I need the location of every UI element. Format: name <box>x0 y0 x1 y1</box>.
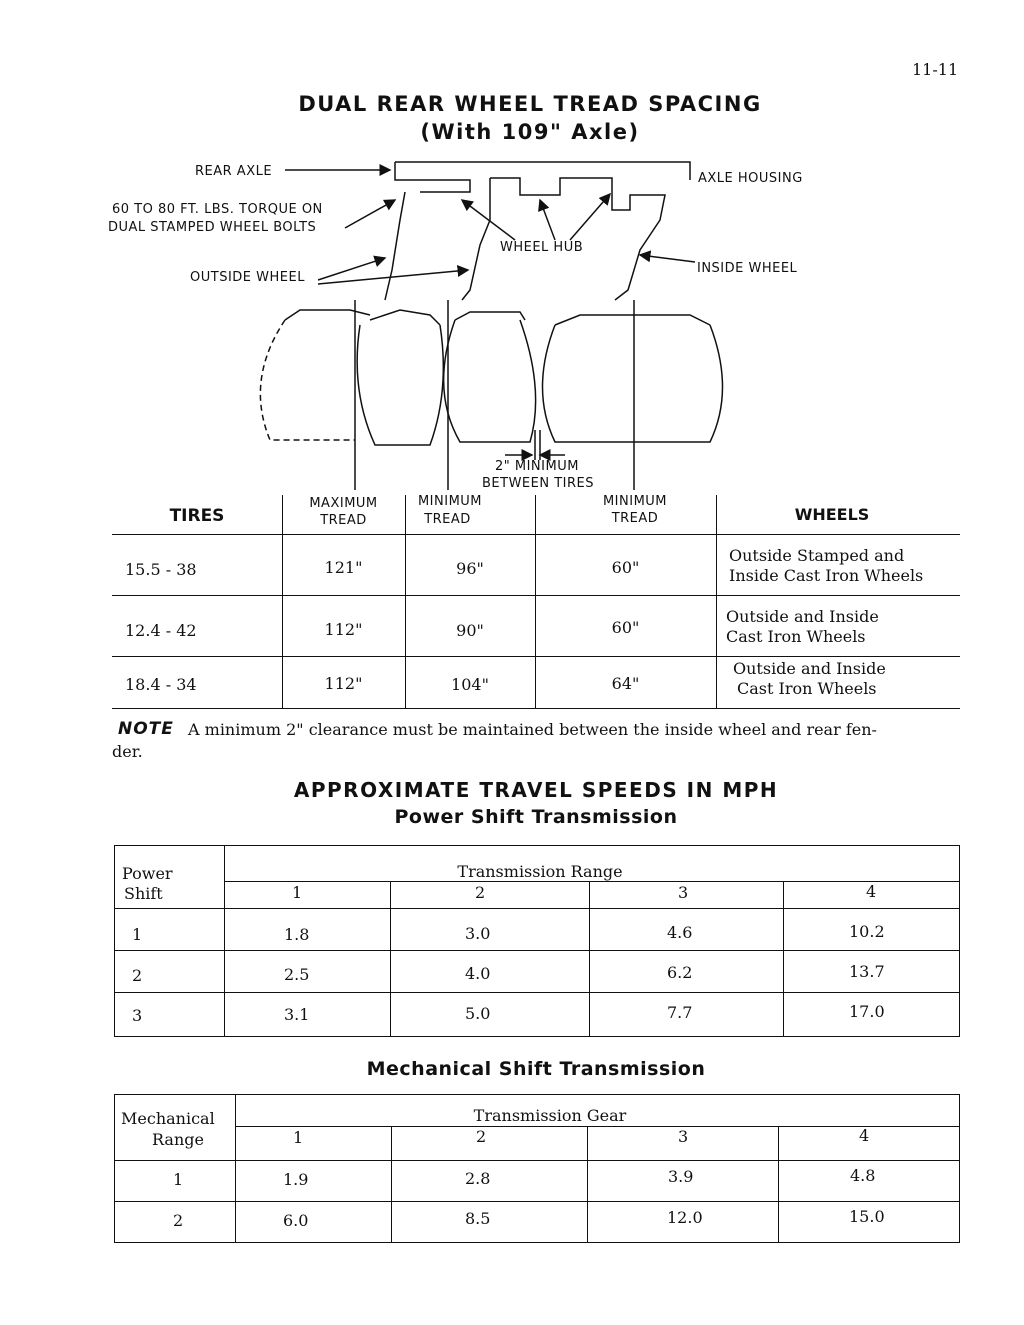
mech-row-2-label: 2 <box>173 1211 184 1230</box>
tread-row-2-min-b: 60" <box>611 618 640 637</box>
note-text-line2: der. <box>112 742 143 761</box>
power-row-2-v2: 4.0 <box>465 964 491 983</box>
min-between-label-line2: BETWEEN TIRES <box>482 476 594 491</box>
inside-tire-right <box>543 325 723 442</box>
tread-row-3-wheels-2: Cast Iron Wheels <box>737 679 877 698</box>
mech-row-1-v2: 2.8 <box>465 1169 491 1188</box>
power-col-1: 1 <box>292 883 303 902</box>
header-tires: TIRES <box>169 506 225 526</box>
torque-label-line2: DUAL STAMPED WHEEL BOLTS <box>108 220 317 235</box>
header-min-tread-b-1: MINIMUM <box>602 494 668 509</box>
tread-row-1-wheels-1: Outside Stamped and <box>729 546 905 565</box>
header-min-tread-a-2: TREAD <box>424 512 471 527</box>
power-col-2: 2 <box>475 883 486 902</box>
power-row-3-v1: 3.1 <box>284 1005 310 1024</box>
header-min-tread-b-2: TREAD <box>611 511 659 526</box>
power-row-header-1: Power <box>122 864 173 883</box>
power-row-header-2: Shift <box>124 884 163 903</box>
power-col-4: 4 <box>866 882 877 901</box>
tread-row-3-min-a: 104" <box>451 675 489 694</box>
power-col-3: 3 <box>678 883 689 902</box>
power-row-1-v2: 3.0 <box>465 924 491 943</box>
wheel-hub-label: WHEEL HUB <box>500 240 584 255</box>
mech-row-2-v3: 12.0 <box>667 1208 703 1227</box>
outside-tire-left <box>260 320 355 440</box>
outside-wheel-label: OUTSIDE WHEEL <box>190 270 305 285</box>
outside-wheel-disk <box>385 192 405 300</box>
rear-axle-label: REAR AXLE <box>195 164 273 179</box>
tread-row-1-tire: 15.5 - 38 <box>125 560 197 579</box>
mech-row-2-v1: 6.0 <box>283 1211 309 1230</box>
power-row-1-v4: 10.2 <box>849 922 885 941</box>
note-label: NOTE <box>118 719 174 739</box>
mech-row-header-2: Range <box>152 1130 204 1149</box>
tread-row-1-max: 121" <box>324 558 363 577</box>
min-between-label-line1: 2" MINIMUM <box>495 459 579 474</box>
tread-row-2-max: 112" <box>324 620 363 639</box>
header-max-tread-1: MAXIMUM <box>309 496 378 511</box>
tread-row-1-min-b: 60" <box>611 558 640 577</box>
torque-label-line1: 60 TO 80 FT. LBS. TORQUE ON <box>112 202 323 217</box>
inside-tire-left <box>444 320 536 442</box>
mech-group-header: Transmission Gear <box>473 1106 627 1125</box>
power-row-2-v3: 6.2 <box>667 963 693 982</box>
tread-row-3-max: 112" <box>324 674 363 693</box>
tread-row-3-min-b: 64" <box>611 674 640 693</box>
power-row-3-v4: 17.0 <box>849 1002 885 1021</box>
inside-wheel-label: INSIDE WHEEL <box>697 261 798 276</box>
power-row-2-v4: 13.7 <box>849 962 885 981</box>
tread-row-2-wheels-1: Outside and Inside <box>726 607 879 626</box>
power-group-header: Transmission Range <box>457 862 623 881</box>
mech-row-1-label: 1 <box>173 1170 184 1189</box>
power-row-1-v3: 4.6 <box>667 923 693 942</box>
tread-row-2-min-a: 90" <box>456 621 484 640</box>
header-max-tread-2: TREAD <box>320 513 367 528</box>
power-row-3-v3: 7.7 <box>667 1003 693 1022</box>
mech-row-1-v4: 4.8 <box>850 1166 876 1185</box>
header-wheels: WHEELS <box>794 505 870 524</box>
mech-col-3: 3 <box>678 1127 689 1146</box>
mechanical-shift-title: Mechanical Shift Transmission <box>366 1058 706 1080</box>
tread-row-1-min-a: 96" <box>456 559 484 578</box>
tread-row-3-wheels-1: Outside and Inside <box>733 659 886 678</box>
power-shift-title: Power Shift Transmission <box>394 806 678 828</box>
power-row-1-v1: 1.8 <box>284 925 310 944</box>
wheel-hub-outline <box>490 178 665 300</box>
power-row-3-v2: 5.0 <box>465 1004 491 1023</box>
power-row-1-label: 1 <box>132 925 143 944</box>
tread-row-2-wheels-2: Cast Iron Wheels <box>726 627 866 646</box>
tread-row-2-tire: 12.4 - 42 <box>125 621 197 640</box>
page-number: 11-11 <box>912 60 959 79</box>
speeds-title: APPROXIMATE TRAVEL SPEEDS IN MPH <box>293 778 779 802</box>
mech-col-2: 2 <box>476 1127 487 1146</box>
header-min-tread-a-1: MINIMUM <box>417 494 483 509</box>
mech-row-1-v1: 1.9 <box>283 1170 309 1189</box>
tread-row-1-wheels-2: Inside Cast Iron Wheels <box>729 566 924 585</box>
power-row-2-label: 2 <box>132 966 143 985</box>
mech-col-1: 1 <box>293 1128 304 1147</box>
outside-tire-right <box>357 325 443 445</box>
mech-row-header-1: Mechanical <box>121 1109 215 1128</box>
axle-housing-label: AXLE HOUSING <box>698 171 803 186</box>
page-title: DUAL REAR WHEEL TREAD SPACING <box>298 92 762 116</box>
power-row-2-v1: 2.5 <box>284 965 310 984</box>
mech-row-2-v4: 15.0 <box>849 1207 885 1226</box>
axle-housing-outline <box>395 162 690 180</box>
mech-row-2-v2: 8.5 <box>465 1209 491 1228</box>
tread-row-3-tire: 18.4 - 34 <box>125 675 197 694</box>
mech-row-1-v3: 3.9 <box>668 1167 694 1186</box>
power-row-3-label: 3 <box>132 1006 143 1025</box>
note-text-line1: A minimum 2" clearance must be maintained between the inside wheel and rear fen- <box>188 720 877 739</box>
mech-col-4: 4 <box>859 1126 870 1145</box>
page-subtitle: (With 109" Axle) <box>420 120 640 144</box>
